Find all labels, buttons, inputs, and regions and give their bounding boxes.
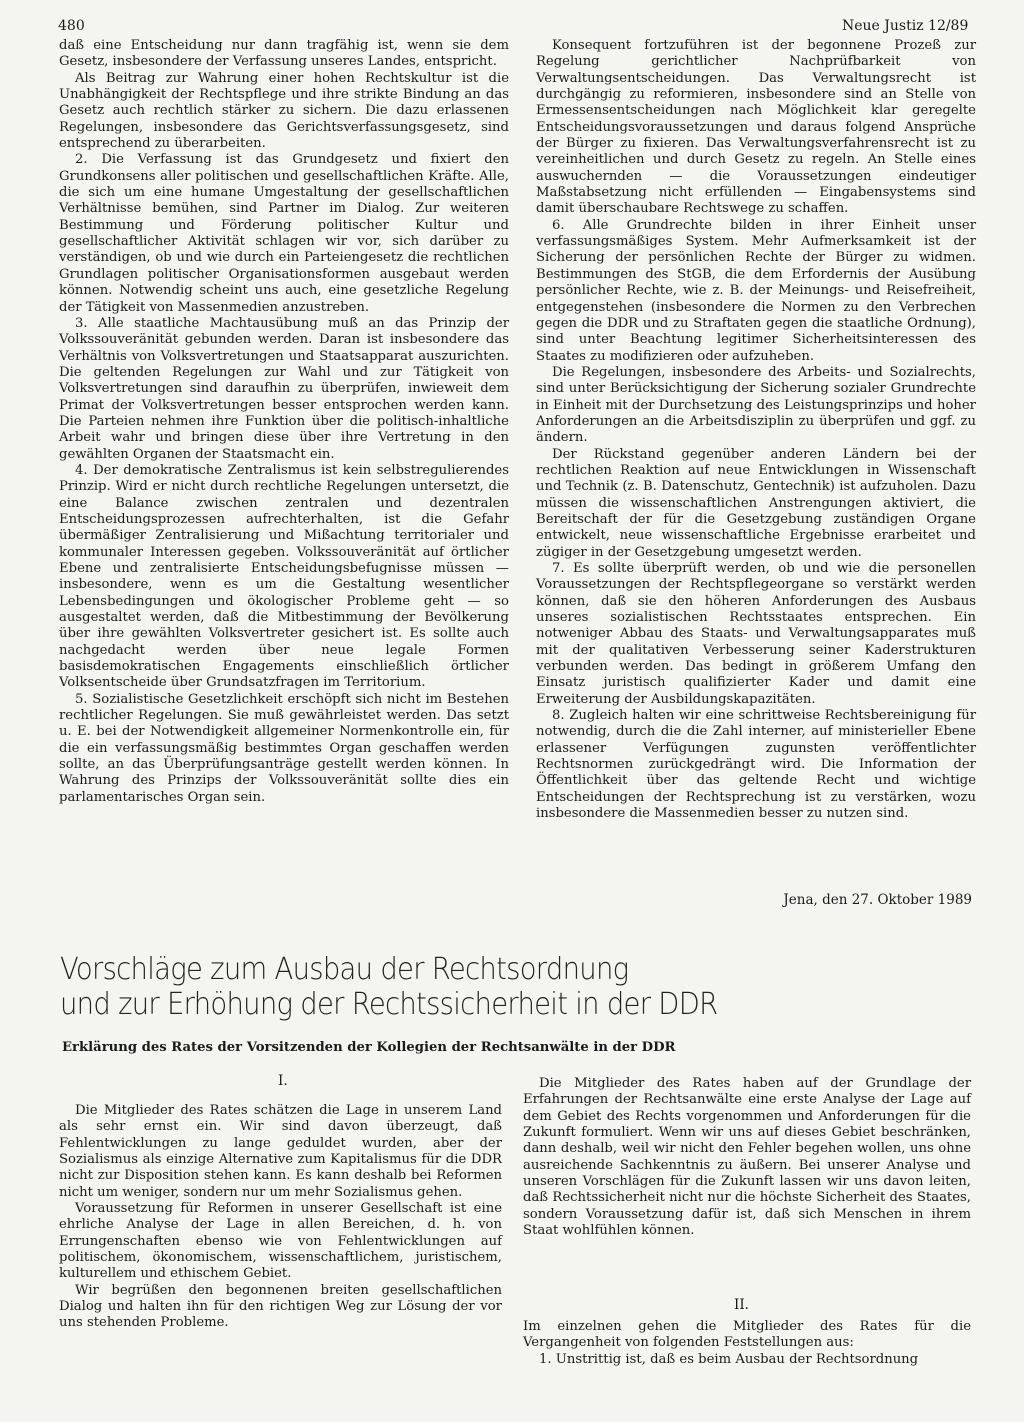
paragraph: 7. Es sollte überprüft werden, ob und wie die personellen Voraussetzungen der Rechtspflegeorgane so verstärkt werden können, daß sie den höheren Anforderungen des Ausbaus unseres sozialistischen Rechtsstaates entsprechen. Ein notweniger Abbau des Staats- und Verwaltungsapparates muß mit der qualitativen Verbesserung seiner Kaderstrukturen verbunden werden. Das bedingt in größerem Umfang den Einsatz juristisch qualifizierter Kader und damit eine Erweiterung der Ausbildungskapazitäten.: [536, 561, 976, 707]
section-heading: I.: [278, 1073, 288, 1089]
paragraph: Die Mitglieder des Rates schätzen die Lage in unserem Land als sehr ernst ein. Wir sind davon überzeugt, daß Fehlentwicklungen zu lange geduldet wurden, aber der Sozialismus als einzige Alternative zum Kapitalismus für die DDR nicht zur Disposition stehen kann. Es kann deshalb bei Reformen nicht um weniger, sondern nur um mehr Sozialismus gehen.: [59, 1103, 502, 1200]
paragraph: Im einzelnen gehen die Mitglieder des Rates für die Vergangenheit von folgenden Feststellungen aus:: [523, 1319, 971, 1351]
lower-left-column: [59, 1103, 502, 1332]
article-title-line: Vorschläge zum Ausbau der Rechtsordnung: [60, 952, 629, 987]
paragraph: 4. Der demokratische Zentralismus ist kein selbstregulierendes Prinzip. Wird er nicht durch rechtliche Regelungen untersetzt, die eine Balance zwischen zentralen und dezentralen Entscheidungsprozessen aufrechterhalten, ist die Gefahr übermäßiger Zentralisierung und Mißachtung territorialer und kommunaler Interessen gegeben. Volkssouveränität auf örtlicher Ebene und zentralisierte Entscheidungsbefugnisse müssen — insbesondere, wenn es um die Gestaltung wesentlicher Lebensbedingungen und ökologischer Probleme geht — so ausgestaltet werden, daß die Mitbestimmung der Bevölkerung über ihre gewählten Volksvertreter gesichert ist. Es sollte auch nachgedacht werden über neue legale Formen basisdemokratischen Engagements einschließlich örtlicher Volksentscheide über Grundsatzfragen im Territorium.: [59, 462, 509, 691]
paragraph: Wir begrüßen den begonnenen breiten gesellschaftlichen Dialog und halten ihn für den richtigen Weg zur Lösung der vor uns stehenden Probleme.: [59, 1282, 502, 1331]
paragraph: daß eine Entscheidung nur dann tragfähig ist, wenn sie dem Gesetz, insbesondere der Verfassung unseres Landes, entspricht.: [59, 38, 509, 70]
paragraph: 5. Sozialistische Gesetzlichkeit erschöpft sich nicht im Bestehen rechtlicher Regelungen. Sie muß gewährleistet werden. Das setzt u. E. bei der Notwendigkeit allgemeiner Normenkontrolle ein, für die ein verfassungsmäßig bestimmtes Organ geschaffen werden sollte, an das Überprüfungsanträge gestellt werden können. In Wahrung des Prinzips der Volkssouveränität sollte dies ein parlamentarisches Organ sein.: [59, 691, 509, 805]
lower-right-column: [523, 1076, 971, 1239]
upper-right-column: [536, 38, 976, 823]
paragraph: 3. Alle staatliche Machtausübung muß an das Prinzip der Volkssouveränität gebunden werden. Daran ist insbesondere das Verhältnis von Volksvertretungen und Staatsapparat auszurichten. Die geltenden Regelungen zur Wahl und zur Tätigkeit von Volksvertretungen sind daraufhin zu überprüfen, inwieweit dem Primat der Volksvertretungen besser entsprochen werden kann. Die Parteien nehmen ihre Funktion über die politisch-inhaltliche Arbeit wahr und bringen diese über ihre Vertretung in den gewählten Organen der Staatsmacht ein.: [59, 315, 509, 462]
paragraph: Konsequent fortzuführen ist der begonnene Prozeß zur Regelung gerichtlicher Nachprüfbarkeit von Verwaltungsentscheidungen. Das Verwaltungsrecht ist durchgängig zu reformieren, insbesondere sind an Stelle von Ermessensentscheidungen nach Möglichkeit klar geregelte Entscheidungsvoraussetzungen und daraus folgend Ansprüche der Bürger zu fixieren. Das Verwaltungsverfahrensrecht ist zu vereinheitlichen und durch Gesetz zu regeln. An Stelle eines auswuchernden — die Voraussetzungen eindeutiger Maßstabsetzung nicht erfüllenden — Eingabensystems sind damit überschaubare Rechtswege zu schaffen.: [536, 38, 976, 217]
article-title-line: und zur Erhöhung der Rechtssicherheit in der DDR: [60, 987, 718, 1022]
paragraph: 6. Alle Grundrechte bilden in ihrer Einheit unser verfassungsmäßiges System. Mehr Aufmerksamkeit ist der Sicherung der persönlichen Rechte der Bürger zu widmen. Bestimmungen des StGB, die dem Erfordernis der Ausübung persönlicher Rechte, wie z. B. der Meinungs- und Reisefreiheit, entgegenstehen (insbesondere die Normen zu den Verbrechen gegen die DDR und zu Straftaten gegen die staatliche Ordnung), sind unter Beachtung legitimer Sicherheitsinteressen des Staates zu modifizieren oder aufzuheben.: [536, 217, 976, 364]
paragraph: Der Rückstand gegenüber anderen Ländern bei der rechtlichen Reaktion auf neue Entwicklungen in Wissenschaft und Technik (z. B. Datenschutz, Gentechnik) ist aufzuholen. Dazu müssen die wissenschaftlichen Anstrengungen aktiviert, die Bereitschaft der für die Gesetzgebung zuständigen Organe entwickelt, neue wissenschaftliche Ergebnisse erarbeitet und zügiger in der Gesetzgebung umgesetzt werden.: [536, 446, 976, 560]
paragraph: Die Regelungen, insbesondere des Arbeits- und Sozialrechts, sind unter Berücksichtigung der Sicherung sozialer Grundrechte in Einheit mit der Durchsetzung des Leistungsprinzips und hoher Anforderungen an die Arbeitsdisziplin zu überprüfen und ggf. zu ändern.: [536, 364, 976, 446]
paragraph: 1. Unstrittig ist, daß es beim Ausbau der Rechtsordnung: [539, 1351, 919, 1367]
place-date: Jena, den 27. Oktober 1989: [783, 892, 972, 908]
article-subtitle: Erklärung des Rates der Vorsitzenden der Kollegien der Rechtsanwälte in der DDR: [62, 1040, 676, 1055]
paragraph: Als Beitrag zur Wahrung einer hohen Rechtskultur ist die Unabhängigkeit der Rechtspflege und ihre strikte Bindung an das Gesetz auch rechtlich stärker zu sichern. Die dazu erlassenen Regelungen, insbesondere das Gerichtsverfassungsgesetz, sind entsprechend zu überarbeiten.: [59, 70, 509, 152]
paragraph: 2. Die Verfassung ist das Grundgesetz und fixiert den Grundkonsens aller politischen und gesellschaftlichen Kräfte. Alle, die sich um eine humane Umgestaltung der gesellschaftlichen Verhältnisse bemühen, sind Partner im Dialog. Zur weiteren Bestimmung und Förderung politischer Kultur und gesellschaftlicher Aktivität schlagen wir vor, sich darüber zu verständigen, ob und wie durch ein Parteiengesetz die rechtlichen Grundlagen politischer Organisationsformen ausgebaut werden können. Notwendig scheint uns auch, eine gesetzliche Regelung der Tätigkeit von Massenmedien anzustreben.: [59, 152, 509, 315]
paragraph: 8. Zugleich halten wir eine schrittweise Rechtsbereinigung für notwendig, durch die die Zahl interner, auf ministerieller Ebene erlassener Verfügungen zugunsten veröffentlichter Rechtsnormen zurückgedrängt wird. Die Information der Öffentlichkeit über das geltende Recht und wichtige Entscheidungen der Rechtsprechung ist zu verstärken, wozu insbesondere die Massenmedien besser zu nutzen sind.: [536, 708, 976, 822]
paragraph: Die Mitglieder des Rates haben auf der Grundlage der Erfahrungen der Rechtsanwälte eine erste Analyse der Lage auf dem Gebiet des Rechts vorgenommen und Anforderungen für die Zukunft formuliert. Wenn wir uns auf dieses Gebiet beschränken, dann deshalb, weil wir nicht den Fehler begehen wollen, uns ohne ausreichende Sachkenntnis zu äußern. Bei unserer Analyse und unseren Vorschlägen für die Zukunft lassen wir uns davon leiten, daß Rechtssicherheit nicht nur die höchste Sicherheit des Staates, sondern Voraussetzung dafür ist, daß sich Menschen in ihrem Staat wohlfühlen können.: [523, 1076, 971, 1239]
section-two-column: [523, 1319, 971, 1368]
journal-issue: Neue Justiz 12/89: [842, 18, 969, 34]
article-title: [60, 952, 888, 1022]
paragraph: Voraussetzung für Reformen in unserer Gesellschaft ist eine ehrliche Analyse der Lage in allen Bereichen, d. h. von Errungenschaften ebenso wie von Fehlentwicklungen auf politischem, ökonomischem, wissenschaftlichem, juristischem, kulturellem und ethischem Gebiet.: [59, 1201, 502, 1282]
page-number: 480: [58, 18, 85, 34]
section-heading: II.: [734, 1297, 749, 1313]
upper-left-column: [59, 38, 509, 806]
